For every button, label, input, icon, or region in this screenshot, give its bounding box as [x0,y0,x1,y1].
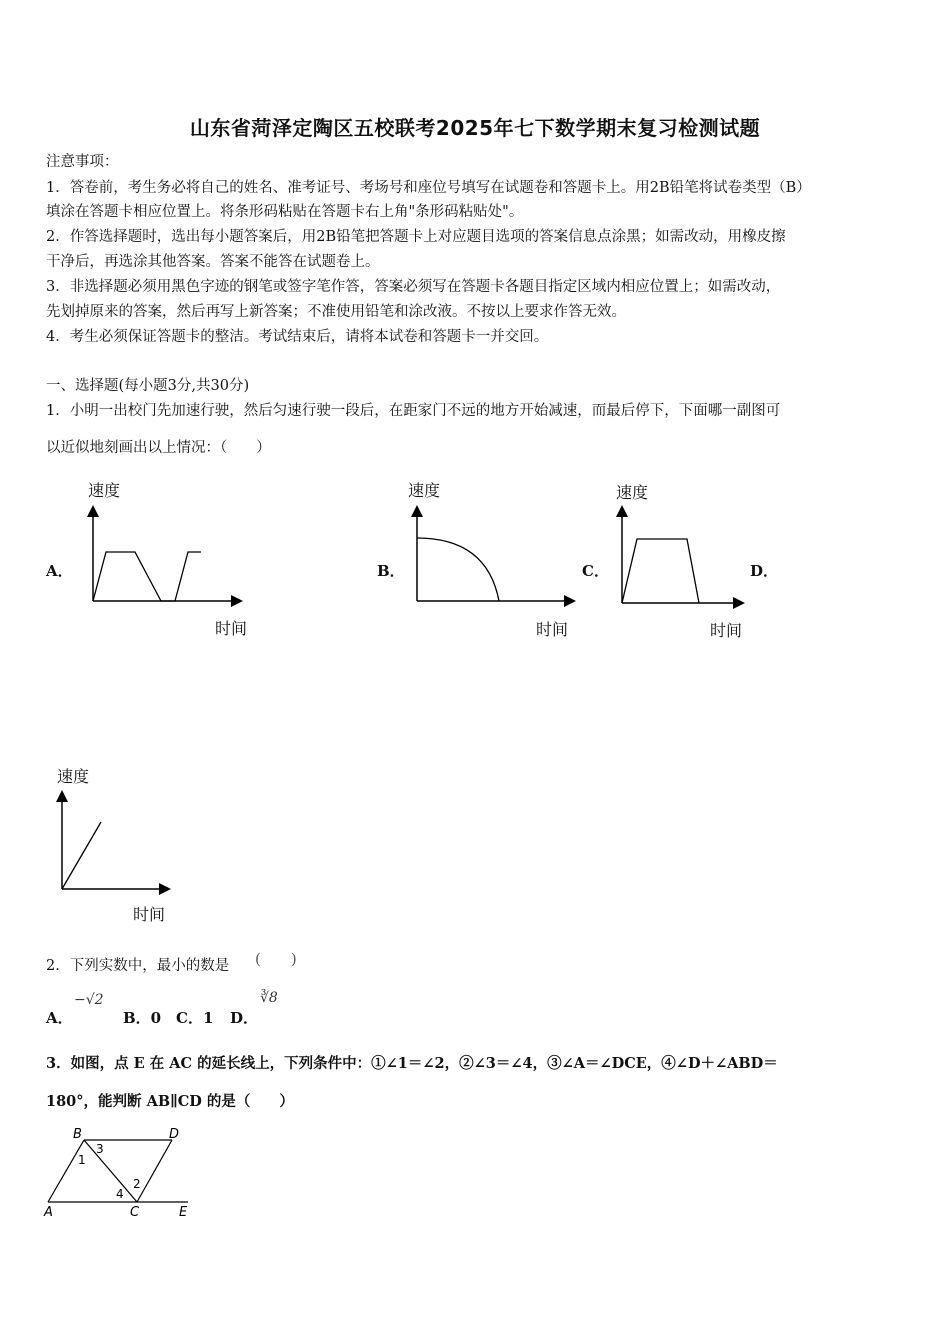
section-heading: 一、选择题(每小题3分,共30分) [46,378,250,394]
angle-1-label: 1 [78,1153,86,1167]
q3-figure [40,1120,200,1220]
graph-c [610,500,750,610]
graph-a-speed-label: 速度 [88,481,121,500]
graph-a-time-label: 时间 [215,619,248,638]
q2-value-a: −√2 [74,992,104,1008]
q3-stem-line-1: 3．如图，点 E 在 AC 的延长线上，下列条件中：①∠1＝∠2，②∠3＝∠4，③∠A＝∠DCE，④∠D＋∠ABD＝ [46,1055,778,1072]
graph-d-speed-label: 速度 [57,767,90,786]
q2-option-d: D． [230,1009,259,1027]
q2-option-b: B．0 [123,1009,162,1027]
graph-c-time-label: 时间 [710,621,743,640]
notice-line-1b: 填涂在答题卡相应位置上。将条形码粘贴在答题卡右上角"条形码粘贴处"。 [46,204,524,220]
notice-heading: 注意事项： [46,154,119,170]
option-c-label: C． [582,562,609,580]
point-e-label: E [179,1205,188,1220]
graph-c-speed-label: 速度 [616,483,649,502]
page-title: 山东省菏泽定陶区五校联考2025年七下数学期末复习检测试题 [189,116,761,140]
angle-3-label: 3 [96,1142,104,1156]
angle-4-label: 4 [116,1187,124,1201]
q1-stem-line-2: 以近似地刻画出以上情况：（ ） [46,440,271,456]
q2-stem: 2．下列实数中，最小的数是 [46,958,230,974]
notice-line-3a: 3．非选择题必须用黑色字迹的钢笔或签字笔作答，答案必须写在答题卡各题目指定区域内相应位置上；如需改动， [46,279,781,295]
graph-d [50,785,175,895]
point-d-label: D [169,1127,180,1142]
option-d-label: D． [750,562,779,580]
point-c-label: C [130,1205,140,1220]
point-a-label: A [44,1205,53,1220]
q2-option-c: C．1 [176,1009,214,1027]
q2-option-a: A． [46,1009,73,1027]
angle-2-label: 2 [133,1177,141,1191]
notice-line-3b: 先划掉原来的答案，然后再写上新答案；不准使用铅笔和涂改液。不按以上要求作答无效。 [46,304,626,320]
q2-value-d: ∛8 [260,990,278,1006]
notice-line-1a: 1．答卷前，考生务必将自己的姓名、准考证号、考场号和座位号填写在试题卷和答题卡上。用2B铅笔将试卷类型（B） [46,180,811,196]
graph-d-time-label: 时间 [133,905,166,924]
q2-answer-paren: ( ) [255,950,297,968]
graph-b-speed-label: 速度 [408,481,441,500]
notice-line-4: 4．考生必须保证答题卡的整洁。考试结束后，请将本试卷和答题卡一并交回。 [46,329,549,345]
graph-a [80,500,250,610]
option-a-label: A． [46,562,73,580]
q1-stem-line-1: 1．小明一出校门先加速行驶，然后匀速行驶一段后，在距家门不远的地方开始减速，而最后停下，下面哪一副图可 [46,403,781,419]
graph-b-time-label: 时间 [536,620,569,639]
point-b-label: B [73,1127,82,1142]
notice-line-2a: 2．作答选择题时，选出每小题答案后，用2B铅笔把答题卡上对应题目选项的答案信息点涂黑；如需改动，用橡皮擦 [46,229,786,245]
option-b-label: B． [377,562,405,580]
graph-b [405,500,580,610]
notice-line-2b: 干净后，再选涂其他答案。答案不能答在试题卷上。 [46,254,380,270]
q3-stem-line-2: 180°，能判断 AB∥CD 的是（ ） [46,1093,294,1110]
